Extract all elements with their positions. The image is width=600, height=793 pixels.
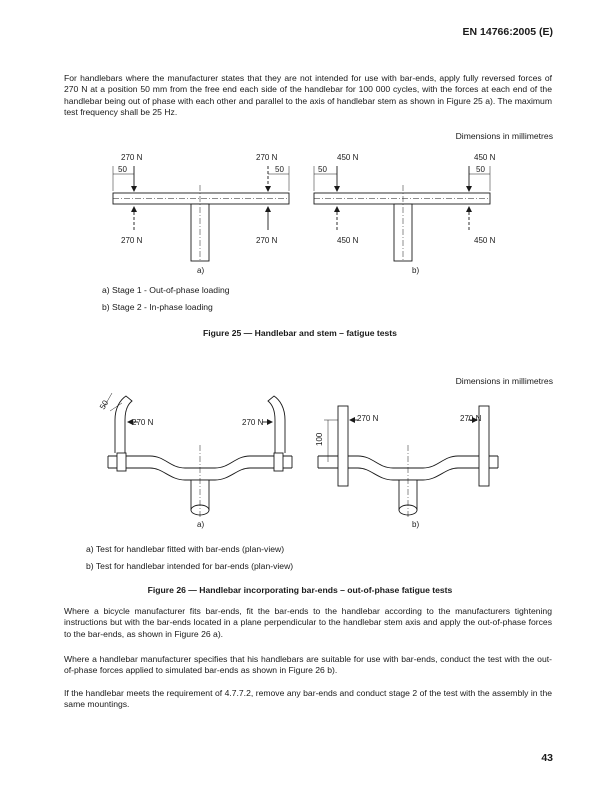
fig25a-force-top-left: 270 N — [121, 153, 143, 162]
fig25b-sublabel: b) — [412, 266, 420, 275]
body-paragraph-2: Where a handlebar manufacturer specifies that his handlebars are suitable for use with bar-ends, conduct the test with the out-of-phase forces applied to simulated bar-ends as shown in Figure 26 b). — [64, 654, 552, 676]
fig25-legend-a: a) Stage 1 - Out-of-phase loading — [102, 285, 230, 295]
fig26a-offset: 50 — [97, 398, 111, 411]
fig25a-force-bottom-right: 270 N — [256, 236, 278, 245]
fig26b-sublabel: b) — [412, 520, 420, 529]
fig25b-handlebar — [314, 166, 490, 262]
fig25a-offset-left: 50 — [118, 165, 127, 174]
fig25-caption: Figure 25 — Handlebar and stem – fatigue tests — [203, 328, 397, 338]
fig25a-force-bottom-left: 270 N — [121, 236, 143, 245]
fig26-legend-b: b) Test for handlebar intended for bar-ends (plan-view) — [86, 561, 294, 571]
page-number: 43 — [541, 752, 553, 764]
fig26b-offset: 100 — [315, 432, 324, 446]
body-paragraph-1: Where a bicycle manufacturer fits bar-ends, fit the bar-ends to the handlebar according to the manufacturers tightening instructions but with the bar-ends located in a plane perpendicular to the handlebar stem axis and apply the out-of-phase forces to the bar-ends, as shown in Figure 26 a). — [64, 606, 552, 639]
fig25b-offset-left: 50 — [318, 165, 327, 174]
fig25b-force-top-right: 450 N — [474, 153, 496, 162]
fig25a-force-top-right: 270 N — [256, 153, 278, 162]
fig26a-force-left: 270 N — [132, 418, 154, 427]
fig25-dimensions-note: Dimensions in millimetres — [455, 131, 553, 141]
body-paragraph-3: If the handlebar meets the requirement of 4.7.7.2, remove any bar-ends and conduct stage 2 of the test with the assembly in the same mountings. — [64, 688, 552, 710]
fig25b-offset-right: 50 — [476, 165, 485, 174]
fig26b-force-right: 270 N — [460, 414, 482, 423]
intro-paragraph: For handlebars where the manufacturer states that they are not intended for use with bar-ends, apply fully reversed forces of 270 N at a position 50 mm from the free end each side of the handlebar for 100 000 cycles, with the forces at each end of the handlebar being out of phase with each other and parallel to the axis of handlebar stem as shown in Figure 25 a). The maximum test frequency shall be 25 Hz. — [64, 73, 552, 118]
fig26-caption: Figure 26 — Handlebar incorporating bar-ends – out-of-phase fatigue tests — [147, 585, 453, 595]
fig25b-force-bottom-right: 450 N — [474, 236, 496, 245]
fig26a-handlebar — [104, 393, 292, 518]
fig25a-sublabel: a) — [197, 266, 205, 275]
document-id: EN 14766:2005 (E) — [462, 26, 553, 38]
fig26b-force-left: 270 N — [357, 414, 379, 423]
fig25a-handlebar — [113, 166, 289, 262]
fig26a-sublabel: a) — [197, 520, 205, 529]
fig26-dimensions-note: Dimensions in millimetres — [455, 376, 553, 386]
fig26a-force-right: 270 N — [242, 418, 264, 427]
fig25-legend-b: b) Stage 2 - In-phase loading — [102, 302, 213, 312]
fig25b-force-top-left: 450 N — [337, 153, 359, 162]
fig25b-force-bottom-left: 450 N — [337, 236, 359, 245]
fig25a-offset-right: 50 — [275, 165, 284, 174]
fig26-legend-a: a) Test for handlebar fitted with bar-ends (plan-view) — [86, 544, 285, 554]
